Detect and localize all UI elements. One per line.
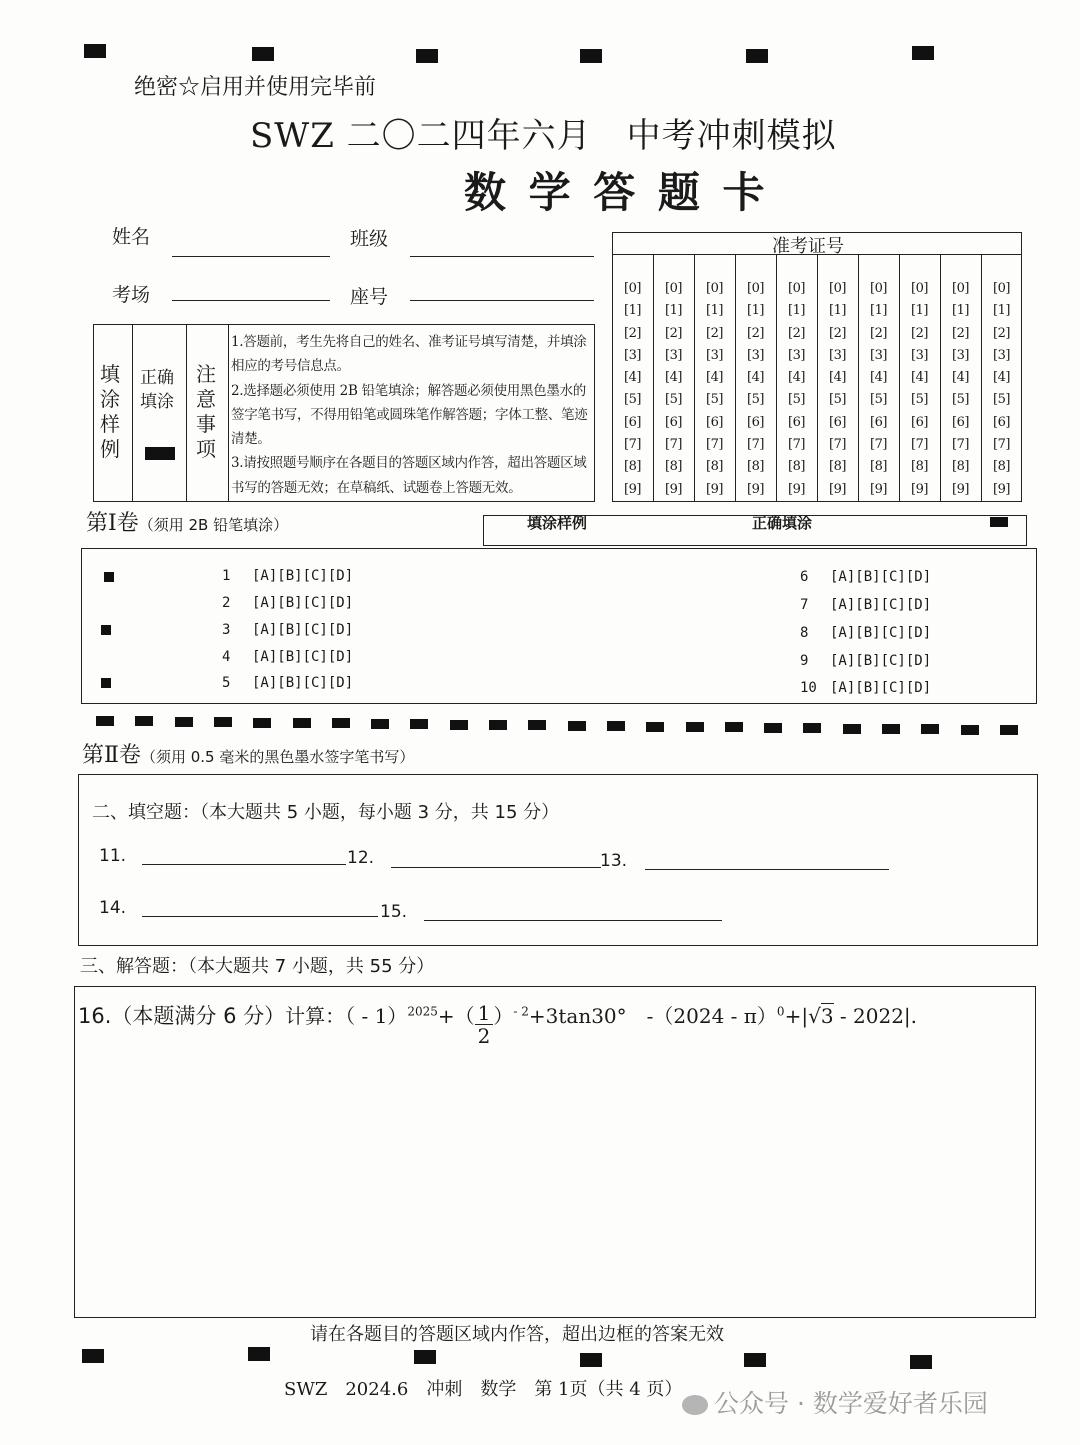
exam-id-column[interactable] [612,278,653,501]
name-field[interactable] [172,256,330,257]
option-bubbles[interactable]: [A][B][C][D] [830,597,932,613]
timing-dash [725,722,743,732]
mcq-row[interactable] [800,653,931,669]
q16-exp2: - 2 [513,1004,529,1019]
exam-id-bubble[interactable]: [0] [788,281,805,296]
timing-mark [580,1353,602,1367]
page-info: SWZ 2024.6 冲刺 数学 第 1页（共 4 页） [284,1379,683,1400]
exam-id-bubble[interactable]: [1] [747,303,764,319]
part2-note: （须用 0.5 毫米的黑色墨水签字笔书写） [140,748,415,766]
notice-item-2: 2.选择题必须使用 2B 铅笔填涂；解答题必须使用黑色墨水的签字笔书写，不得用铅笔或圆珠笔作解答题；字体工整、笔迹清楚。 [231,382,588,448]
exam-id-bubble[interactable]: [7] [829,437,846,453]
exam-id-bubble[interactable]: [2] [952,325,969,341]
option-bubbles[interactable]: [A][B][C][D] [830,680,932,696]
question-number: 4 [222,649,231,665]
question-number: 2 [222,595,231,611]
exam-id-bubble[interactable]: [3] [665,347,682,363]
part1-title-text: 第Ⅰ卷 [86,511,139,536]
exam-id-bubble[interactable]: [7] [952,437,969,453]
exam-id-bubble[interactable]: [0] [993,281,1010,296]
exam-id-bubble[interactable]: [3] [624,347,641,363]
fill-example-label: 填涂样例 [100,362,120,461]
timing-dash [1000,725,1018,735]
exam-id-bubble[interactable]: [6] [706,414,723,430]
wechat-icon [682,1395,708,1415]
exam-id-bubble[interactable]: [2] [665,325,682,341]
correct-fill-label: 正确填涂 [140,368,174,412]
part1-note: （须用 2B 铅笔填涂） [138,516,289,534]
blank-14-field[interactable] [142,916,378,917]
timing-mark [414,1350,436,1364]
exam-id-bubble[interactable]: [2] [706,325,723,341]
q16-sqrt-arg: 3 [820,1004,834,1028]
timing-dash [410,719,428,729]
q16-plus: +（ [437,1004,475,1028]
exam-title: SWZ 二〇二四年六月 中考冲刺模拟 [250,116,837,156]
exam-id-bubble[interactable]: [5] [788,392,805,408]
fill-sample-label: 填涂样例 [527,514,588,532]
class-field[interactable] [410,256,594,257]
exam-id-bubble[interactable]: [8] [911,459,928,475]
question-number: 5 [222,675,231,691]
exam-id-bubble[interactable]: [3] [829,347,846,363]
seat-label: 座号 [350,286,389,308]
secret-label: 绝密☆启用并使用完毕前 [134,75,377,100]
exam-id-bubble[interactable]: [3] [870,347,887,363]
q16-rest2: +| [784,1004,809,1028]
row-mark [101,678,111,688]
exam-id-bubble[interactable]: [9] [706,481,723,497]
timing-mark [248,1347,270,1361]
sqrt-icon: √ [808,1004,821,1028]
exam-id-bubble[interactable]: [2] [993,325,1010,341]
exam-id-bubble[interactable]: [2] [829,325,846,341]
timing-mark [252,47,274,61]
exam-id-bubble[interactable]: [1] [829,303,846,319]
exam-id-bubble[interactable]: [8] [788,459,805,475]
exam-id-bubble[interactable]: [3] [993,347,1010,363]
exam-id-bubble[interactable]: [4] [624,370,641,386]
option-bubbles[interactable]: [A][B][C][D] [830,569,932,585]
timing-dash [882,724,900,734]
exam-id-bubble[interactable]: [5] [870,392,887,408]
mcq-row[interactable] [222,649,353,665]
exam-id-bubble[interactable]: [2] [747,325,764,341]
exam-id-bubble[interactable]: [4] [911,370,928,386]
timing-dash [646,722,664,732]
timing-mark [912,46,934,60]
row-mark [104,572,114,582]
attention-label: 注意事项 [196,362,216,461]
timing-dash [528,720,546,730]
exam-id-bubble[interactable]: [6] [952,414,969,430]
blank-13-field[interactable] [645,869,889,870]
option-bubbles[interactable]: [A][B][C][D] [830,625,932,641]
exam-id-bubble[interactable]: [4] [993,370,1010,386]
exam-id-bubble[interactable]: [1] [665,303,682,319]
timing-dash [764,723,782,733]
fill-blank-title: 二、填空题：（本大题共 5 小题，每小题 3 分，共 15 分） [92,802,560,823]
part1-title [86,506,288,537]
timing-dash [371,719,389,729]
exam-id-bubble[interactable]: [9] [665,481,682,497]
timing-mark [746,49,768,63]
notice-item-1: 1.答题前，考生先将自己的姓名、准考证号填写清楚，并填涂相应的考号信息点。 [231,334,587,375]
exam-id-bubble[interactable]: [3] [747,347,764,363]
q16-exp1: 2025 [407,1004,438,1019]
q16-prefix: 计算：（ - 1） [285,1004,408,1028]
exam-id-bubble[interactable]: [0] [706,281,723,296]
correct-fill-mark [990,517,1008,527]
exam-id-bubble[interactable]: [5] [993,392,1010,408]
exam-id-bubble[interactable]: [1] [911,303,928,319]
option-bubbles[interactable]: [A][B][C][D] [252,568,354,584]
exam-id-bubble[interactable]: [3] [706,347,723,363]
exam-id-bubble[interactable]: [8] [747,459,764,475]
exam-id-bubble[interactable]: [5] [747,392,764,408]
exam-id-bubble[interactable]: [7] [665,437,682,453]
option-bubbles[interactable]: [A][B][C][D] [252,675,354,691]
solve-title: 三、解答题：（本大题共 7 小题，共 55 分） [80,956,435,977]
exam-id-bubble[interactable]: [6] [911,414,928,430]
timing-dash [135,716,153,726]
exam-id-bubble[interactable]: [0] [911,281,928,296]
blank-15-field[interactable] [424,920,722,921]
exam-id-bubble[interactable]: [9] [624,481,641,497]
exam-id-bubble[interactable]: [8] [665,459,682,475]
exam-id-bubble[interactable]: [4] [870,370,887,386]
timing-mark [416,49,438,63]
exam-id-bubble[interactable]: [3] [788,347,805,363]
exam-id-bubble[interactable]: [6] [665,414,682,430]
timing-dash [175,717,193,727]
exam-id-bubble[interactable]: [7] [911,437,928,453]
room-field[interactable] [172,300,330,301]
exam-id-bubble[interactable]: [8] [829,459,846,475]
mcq-row[interactable] [800,569,931,585]
blank-11-field[interactable] [142,864,346,865]
option-bubbles[interactable]: [A][B][C][D] [252,595,354,611]
timing-mark [82,1349,104,1363]
exam-id-bubble[interactable]: [1] [706,303,723,319]
timing-dash [961,725,979,735]
exam-id-bubble[interactable]: [9] [952,481,969,497]
notice-text [231,330,593,500]
option-bubbles[interactable]: [A][B][C][D] [830,653,932,669]
exam-id-bubble[interactable]: [9] [788,481,805,497]
mcq-row[interactable] [222,595,353,611]
q16-denominator: 2 [477,1024,491,1048]
q16-close: ） [493,1004,514,1028]
correct-fill-sample-label: 正确填涂 [752,514,813,532]
mcq-row[interactable] [800,625,931,641]
exam-id-bubble[interactable]: [4] [706,370,723,386]
option-bubbles[interactable]: [A][B][C][D] [252,622,354,638]
q16-label: 16.（本题满分 6 分） [78,1004,286,1028]
mcq-row[interactable] [222,675,353,691]
question-number: 9 [800,653,809,669]
exam-id-bubble[interactable]: [7] [993,437,1010,453]
exam-id-bubble[interactable]: [2] [788,325,805,341]
exam-id-bubble[interactable]: [5] [706,392,723,408]
question-number: 1 [222,568,231,584]
exam-id-bubble[interactable]: [6] [788,414,805,430]
exam-id-bubble[interactable]: [1] [993,303,1010,319]
timing-dash [921,724,939,734]
watermark-text: 公众号 · 数学爱好者乐园 [714,1389,988,1418]
exam-id-bubble[interactable]: [5] [665,392,682,408]
exam-id-bubble[interactable]: [7] [747,437,764,453]
watermark [682,1384,988,1420]
exam-id-bubble[interactable]: [9] [911,481,928,497]
timing-mark [744,1353,766,1367]
exam-id-column[interactable] [899,278,940,501]
part2-title-text: 第Ⅱ卷 [82,743,141,768]
exam-id-bubble[interactable]: [9] [829,481,846,497]
blank-14-label: 14. [99,898,127,918]
q16-rest3: - 2022|. [833,1004,918,1028]
exam-id-bubble[interactable]: [6] [829,414,846,430]
option-bubbles[interactable]: [A][B][C][D] [252,649,354,665]
mcq-row[interactable] [222,622,353,638]
exam-id-bubble[interactable]: [4] [952,370,969,386]
part2-title [82,738,414,769]
class-label: 班级 [350,228,389,250]
exam-id-bubble[interactable]: [5] [911,392,928,408]
exam-id-bubble[interactable]: [0] [665,281,682,296]
exam-id-bubble[interactable]: [6] [993,414,1010,430]
exam-id-bubble[interactable]: [4] [665,370,682,386]
correct-fill-sample [145,447,175,460]
timing-mark [580,49,602,63]
blank-15-label: 15. [380,902,408,922]
exam-id-bubble[interactable]: [5] [829,392,846,408]
exam-id-column[interactable] [940,278,981,501]
question-number: 10 [800,680,817,696]
notice-item-3: 3.请按照题号顺序在各题目的答题区域内作答，超出答题区域书写的答题无效；在草稿纸、试题卷上答题无效。 [231,455,587,496]
timing-dash [568,721,586,731]
exam-id-bubble[interactable]: [2] [911,325,928,341]
card-title: 数 学 答 题 卡 [464,168,769,217]
exam-id-bubble[interactable]: [8] [624,459,641,475]
timing-dash [96,716,114,726]
exam-id-bubble[interactable]: [2] [870,325,887,341]
exam-id-column[interactable] [694,278,735,501]
q16-exp3: 0 [776,1004,785,1019]
exam-id-bubble[interactable]: [3] [911,347,928,363]
exam-id-bubble[interactable]: [7] [624,437,641,453]
timing-mark [910,1355,932,1369]
question-number: 8 [800,625,809,641]
blank-12-field[interactable] [391,867,601,868]
timing-dash [332,718,350,728]
exam-id-column[interactable] [981,278,1022,501]
timing-dash [843,724,861,734]
question-number: 6 [800,569,809,585]
q16-stem [78,988,917,1047]
timing-dash [803,723,821,733]
exam-id-title: 准考证号 [772,236,844,257]
question-number: 7 [800,597,809,613]
row-mark [101,625,111,635]
timing-dash [293,718,311,728]
exam-id-bubble[interactable]: [0] [952,281,969,296]
mcq-row[interactable] [800,680,931,696]
exam-id-column[interactable] [776,278,817,501]
exam-id-bubble[interactable]: [1] [870,303,887,319]
question-number: 3 [222,622,231,638]
exam-id-bubble[interactable]: [8] [706,459,723,475]
exam-id-bubble[interactable]: [1] [952,303,969,319]
timing-dash [253,718,271,728]
exam-id-bubble[interactable]: [9] [870,481,887,497]
q16-numerator: 1 [475,1002,494,1025]
name-label: 姓名 [112,226,151,248]
exam-id-column[interactable] [653,278,694,501]
exam-id-bubble[interactable]: [6] [747,414,764,430]
exam-id-bubble[interactable]: [0] [747,281,764,296]
exam-id-bubble[interactable]: [3] [952,347,969,363]
mcq-row[interactable] [800,597,931,613]
room-label: 考场 [112,284,151,306]
timing-dash [489,720,507,730]
timing-dash [607,721,625,731]
exam-id-bubble[interactable]: [7] [870,437,887,453]
exam-id-bubble[interactable]: [6] [624,414,641,430]
exam-id-bubble[interactable]: [7] [706,437,723,453]
exam-id-bubble[interactable]: [0] [829,281,846,296]
timing-dash [450,720,468,730]
exam-id-bubble[interactable]: [6] [870,414,887,430]
exam-id-bubble[interactable]: [0] [870,281,887,296]
timing-dash [214,717,232,727]
exam-id-bubble[interactable]: [9] [993,481,1010,497]
exam-id-bubble[interactable]: [5] [952,392,969,408]
exam-id-bubble[interactable]: [1] [788,303,805,319]
timing-dash [686,722,704,732]
exam-id-column[interactable] [858,278,899,501]
q16-rest1: +3tan30° -（2024 - π） [528,1004,777,1028]
blank-13-label: 13. [600,851,628,871]
mcq-row[interactable] [222,568,353,584]
exam-id-bubble[interactable]: [1] [624,303,641,319]
q16-fraction [475,1002,494,1047]
seat-field[interactable] [410,300,594,301]
boundary-warning: 请在各题目的答题区域内作答，超出边框的答案无效 [310,1324,724,1345]
exam-id-bubble[interactable]: [7] [788,437,805,453]
exam-id-bubble[interactable]: [0] [624,281,641,296]
timing-mark [84,44,106,58]
exam-id-bubble[interactable]: [5] [624,392,641,408]
blank-12-label: 12. [347,848,375,868]
exam-id-column[interactable] [817,278,858,501]
exam-id-bubble[interactable]: [8] [952,459,969,475]
exam-id-bubble[interactable]: [4] [829,370,846,386]
exam-id-bubble[interactable]: [2] [624,325,641,341]
exam-id-bubble[interactable]: [8] [870,459,887,475]
exam-id-bubble[interactable]: [8] [993,459,1010,475]
exam-id-bubble[interactable]: [4] [788,370,805,386]
blank-11-label: 11. [99,846,127,866]
exam-id-bubble[interactable]: [9] [747,481,764,497]
exam-id-column[interactable] [735,278,776,501]
exam-id-bubble[interactable]: [4] [747,370,764,386]
